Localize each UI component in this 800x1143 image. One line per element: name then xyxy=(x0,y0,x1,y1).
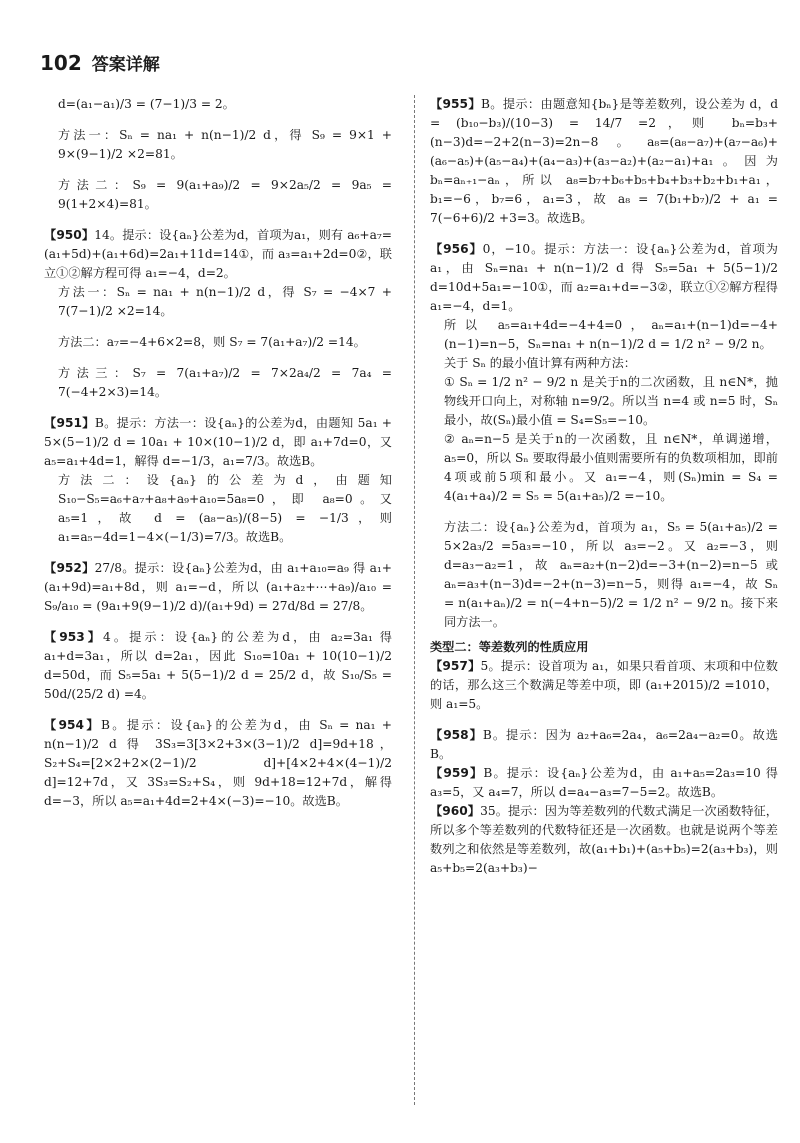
answer-paragraph xyxy=(430,726,778,764)
answer-paragraph xyxy=(44,559,392,616)
answer-text: 5。提示：设首项为 a₁，如果只看首项、末项和中位数的话，那么这三个数满足等差中项，即 (a₁+2015)/2 =1010，则 a₁=5。 xyxy=(430,659,778,711)
right-column xyxy=(430,95,778,1105)
answer-text: B。提示：由题意知{bₙ}是等差数列，设公差为 d，d = (b₁₀−b₃)/(10−3) = 14/7 =2，则 bₙ=b₃+(n−3)d=−2+2(n−3)=2n−8。a₈=(a₈−a₇)+(a₇−a₆)+(a₆−a₅)+(a₅−a₄)+(a₄−a₃)+(a₃−a₂)+(a₂−a₁)+a₁。因为 bₙ=aₙ₊₁−aₙ，所以 a₈=b₇+b₆+b₅+b₄+b₃+b₂+b₁+a₁，b₁=−6，b₇=6，a₁=3，故 a₈ = 7(b₁+b₇)/2 + a₁ = 7(−6+6)/2 +3=3。故选B。 xyxy=(430,97,778,225)
answer-paragraph xyxy=(44,226,392,283)
page-header xyxy=(40,50,160,75)
answer-paragraph xyxy=(430,430,778,506)
left-column xyxy=(44,95,392,1105)
answer-text: B。提示：设{aₙ}的公差为d，由 Sₙ = na₁ + n(n−1)/2 d 得 3S₃=3[3×2+3×(3−1)/2 d]=9d+18，S₂+S₄=[2×2+2×(2−1)/2 d]+[4×2+4×(4−1)/2 d]=12+7d，又 3S₃=S₂+S₄，则 9d+18=12+7d，解得 d=−3，所以 a₅=a₁+4d=2+4×(−3)=−10。故选B。 xyxy=(44,718,392,808)
answer-paragraph xyxy=(44,628,392,704)
answer-paragraph xyxy=(430,316,778,354)
answer-paragraph xyxy=(430,802,778,878)
answer-text: B。提示：设{aₙ}公差为d，由 a₁+a₅=2a₃=10 得 a₃=5，又 a₄=7，所以 d=a₄−a₃=7−5=2。故选B。 xyxy=(430,766,778,799)
answer-text: 35。提示：因为等差数列的代数式满足一次函数特征，所以多个等差数列的代数特征还是一次函数。也就是说两个等差数列之和依然是等差数列，故(a₁+b₁)+(a₅+b₅)=2(a₃+b₃)，则 a₅+b₅=2(a₃+b₃)− xyxy=(430,804,778,875)
answer-text: 方法三：S₇ = 7(a₁+a₇)/2 = 7×2a₄/2 = 7a₄ = 7(−4+2×3)=14。 xyxy=(58,366,392,399)
answer-paragraph xyxy=(44,95,392,114)
question-number: 【955】 xyxy=(430,97,481,111)
answer-text: 关于 Sₙ 的最小值计算有两种方法： xyxy=(444,356,636,370)
answer-text: 27/8。提示：设{aₙ}公差为d，由 a₁+a₁₀=a₉ 得 a₁+(a₁+9d)=a₁+8d，则 a₁=−d，所以 (a₁+a₂+⋯+a₉)/a₁₀ = S₉/a₁₀ = (9a₁+9(9−1)/2 d)/(a₁+9d) = 27d/8d = 27/8。 xyxy=(44,561,392,613)
answer-text: 类型二：等差数列的性质应用 xyxy=(430,640,589,654)
answer-paragraph xyxy=(430,354,778,373)
section-heading xyxy=(430,638,778,657)
answer-text: 方法二：设{aₙ}公差为d，首项为 a₁，S₅ = 5(a₁+a₅)/2 = 5×2a₃/2 =5a₃=−10，所以 a₃=−2。又 a₂=−3，则 d=a₃−a₂=1，故 aₙ=a₂+(n−2)d=−3+(n−2)=n−5 或 aₙ=a₃+(n−3)d=−2+(n−3)=n−5，则得 a₁=−4，故 Sₙ = n(a₁+aₙ)/2 = n(−4+n−5)/2 = 1/2 n² − 9/2 n。接下来同方法一。 xyxy=(444,520,778,629)
section-title: 答案详解 xyxy=(91,55,160,75)
answer-paragraph xyxy=(44,126,392,164)
answer-paragraph xyxy=(44,471,392,547)
page-number: 102 xyxy=(40,51,82,75)
answer-paragraph xyxy=(430,240,778,316)
answer-text: 14。提示：设{aₙ}公差为d，首项为a₁，则有 a₆+a₇=(a₁+5d)+(a₁+6d)=2a₁+11d=14①，而 a₃=a₁+2d=0②，联立①②解方程可得 a₁=−4，d=2。 xyxy=(44,228,392,280)
question-number: 【958】 xyxy=(430,728,483,742)
answer-text: 方法二：a₇=−4+6×2=8，则 S₇ = 7(a₁+a₇)/2 =14。 xyxy=(58,335,366,349)
answer-text: 4。提示：设{aₙ}的公差为d，由 a₂=3a₁ 得 a₁+d=3a₁，所以 d=2a₁，因此 S₁₀=10a₁ + 10(10−1)/2 d=50d，而 S₅=5a₁ + 5(5−1)/2 d = 25/2 d，故 S₁₀/S₅ = 50d/(25/2 d) =4。 xyxy=(44,630,392,701)
answer-paragraph xyxy=(430,373,778,430)
answer-text: 方法二：设{aₙ}的公差为d，由题知 S₁₀−S₅=a₆+a₇+a₈+a₉+a₁₀=5a₈=0，即 a₈=0。又 a₅=1，故 d = (a₈−a₅)/(8−5) = −1/3，则 a₁=a₅−4d=1−4×(−1/3)=7/3。故选B。 xyxy=(58,473,392,544)
answer-paragraph xyxy=(44,364,392,402)
answer-text: d=(a₁−a₁)/3 = (7−1)/3 = 2。 xyxy=(58,97,235,111)
column-divider xyxy=(414,95,415,1105)
answer-paragraph xyxy=(44,414,392,471)
answer-text: ① Sₙ = 1/2 n² − 9/2 n 是关于n的二次函数，且 n∈N*，抛物线开口向上，对称轴 n=9/2。所以当 n=4 或 n=5 时，Sₙ 最小，故(Sₙ)最小值 = S₄=S₅=−10。 xyxy=(444,375,778,427)
question-number: 【959】 xyxy=(430,766,484,780)
answer-paragraph xyxy=(430,657,778,714)
question-number: 【951】 xyxy=(44,416,95,430)
question-number: 【960】 xyxy=(430,804,481,818)
answer-paragraph xyxy=(44,283,392,321)
answer-paragraph xyxy=(430,95,778,228)
answer-text: 方法一：Sₙ = na₁ + n(n−1)/2 d，得 S₇ = −4×7 + 7(7−1)/2 ×2=14。 xyxy=(58,285,392,318)
answer-paragraph xyxy=(430,518,778,632)
answer-paragraph xyxy=(44,716,392,811)
answer-text: B。提示：因为 a₂+a₆=2a₄，a₆=2a₄−a₂=0。故选B。 xyxy=(430,728,778,761)
question-number: 【957】 xyxy=(430,659,481,673)
answer-text: ② aₙ=n−5 是关于n的一次函数，且 n∈N*，单调递增，a₅=0，所以 Sₙ 要取得最小值则需要所有的负数项相加，即前4项或前5项和最小。又 a₁=−4，则(Sₙ)min = S₄ = 4(a₁+a₄)/2 = S₅ = 5(a₁+a₅)/2 =−10。 xyxy=(444,432,778,503)
answer-text: 所以 a₅=a₁+4d=−4+4=0，aₙ=a₁+(n−1)d=−4+(n−1)=n−5，Sₙ=na₁ + n(n−1)/2 d = 1/2 n² − 9/2 n。 xyxy=(444,318,778,351)
answer-text: 方法二：S₉ = 9(a₁+a₉)/2 = 9×2a₅/2 = 9a₅ = 9(1+2×4)=81。 xyxy=(58,178,392,211)
answer-paragraph xyxy=(44,333,392,352)
answer-text: B。提示：方法一：设{aₙ}的公差为d，由题知 5a₁ + 5×(5−1)/2 d = 10a₁ + 10×(10−1)/2 d，即 a₁+7d=0，又 a₅=a₁+4d=1，解得 d=−1/3，a₁=7/3。故选B。 xyxy=(44,416,392,468)
answer-paragraph xyxy=(430,764,778,802)
answer-text: 方法一：Sₙ = na₁ + n(n−1)/2 d，得 S₉ = 9×1 + 9×(9−1)/2 ×2=81。 xyxy=(58,128,392,161)
answer-paragraph xyxy=(44,176,392,214)
question-number: 【950】 xyxy=(44,228,95,242)
question-number: 【954】 xyxy=(44,718,101,732)
answer-text: 0，−10。提示：方法一：设{aₙ}公差为d，首项为 a₁，由 Sₙ=na₁ + n(n−1)/2 d 得 S₅=5a₁ + 5(5−1)/2 d=10d+5a₁=−10①，而 a₂=a₁+d=−3②，联立①②解方程得 a₁=−4，d=1。 xyxy=(430,242,778,313)
question-number: 【956】 xyxy=(430,242,483,256)
question-number: 【953】 xyxy=(44,630,104,644)
question-number: 【952】 xyxy=(44,561,95,575)
